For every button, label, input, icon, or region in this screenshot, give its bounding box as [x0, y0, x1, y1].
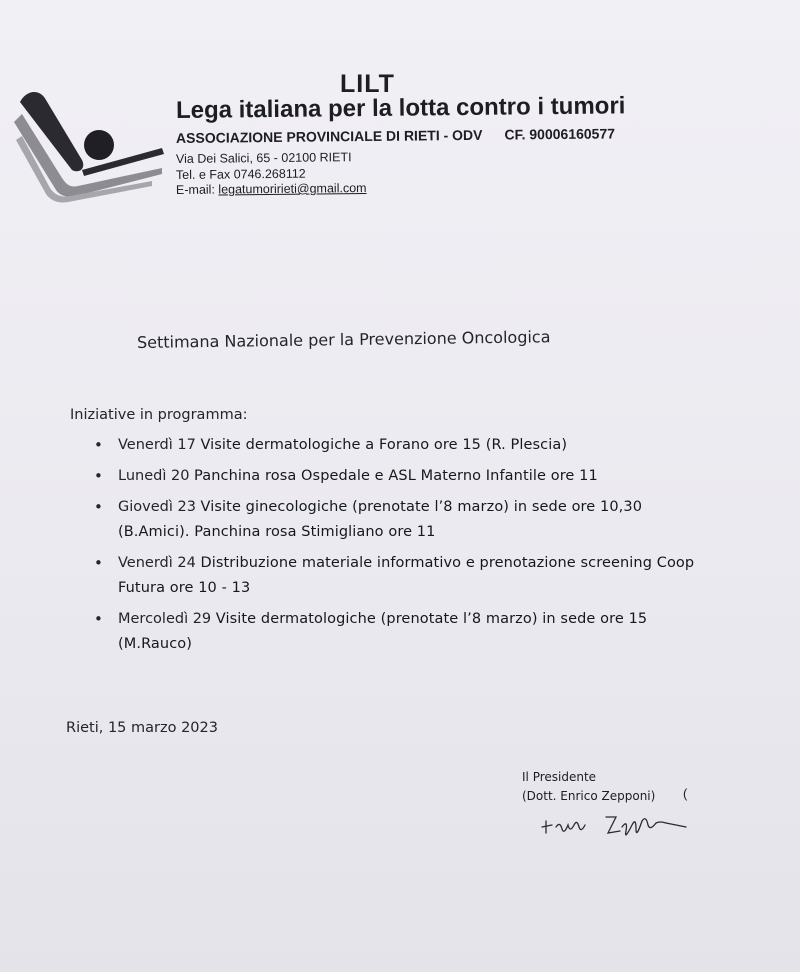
list-item	[94, 464, 714, 489]
initiatives-list	[94, 433, 714, 663]
address: Via Dei Salici, 65 - 02100 RIETI	[175, 150, 352, 166]
signatory-name: (Dott. Enrico Zepponi)	[522, 789, 656, 803]
item-text: Visite dermatologiche a Forano ore 15 (R. Plescia)	[200, 437, 568, 453]
pen-mark: (	[683, 786, 688, 801]
item-day: Mercoledì 29	[118, 611, 216, 627]
item-day: Lunedì 20	[118, 468, 195, 484]
item-day: Giovedì 23	[118, 499, 201, 515]
list-item	[94, 607, 714, 657]
signature-block	[522, 768, 655, 806]
letter-date: Rieti, 15 marzo 2023	[66, 720, 218, 736]
association-name: ASSOCIAZIONE PROVINCIALE DI RIETI - ODV	[175, 126, 483, 146]
item-text: Visite ginecologiche (prenotate l’8 marzo) in sede ore 10,30 (B.Amici). Panchina rosa Stimigliano ore 11	[118, 499, 643, 540]
list-item	[94, 495, 714, 545]
email-label: E-mail:	[175, 182, 219, 197]
item-day: Venerdì 24	[118, 555, 201, 571]
lilt-logo	[12, 82, 172, 212]
list-item	[94, 551, 714, 601]
phone: Tel. e Fax 0746.268112	[175, 166, 306, 182]
email-link[interactable]: legatumoririeti@gmail.com	[218, 181, 367, 197]
org-name: Lega italiana per la lotta contro i tumori	[175, 92, 626, 124]
item-text: Panchina rosa Ospedale e ASL Materno Infantile ore 11	[194, 468, 598, 484]
fiscal-code: CF. 90006160577	[504, 125, 616, 143]
list-item	[94, 433, 714, 458]
email-line	[176, 181, 367, 197]
item-text: Distribuzione materiale informativo e prenotazione screening Coop Futura ore 10 - 13	[118, 555, 695, 596]
signatory-role: Il Presidente	[522, 770, 597, 784]
item-text: Visite dermatologiche (prenotate l’8 marzo) in sede ore 15 (M.Rauco)	[118, 611, 648, 652]
intro-text: Iniziative in programma:	[70, 407, 248, 423]
org-acronym: LILT	[340, 70, 395, 98]
item-day: Venerdì 17	[118, 437, 201, 453]
handwritten-signature	[540, 805, 690, 841]
association-line	[176, 125, 615, 146]
letter-title: Settimana Nazionale per la Prevenzione Oncologica	[136, 327, 551, 352]
